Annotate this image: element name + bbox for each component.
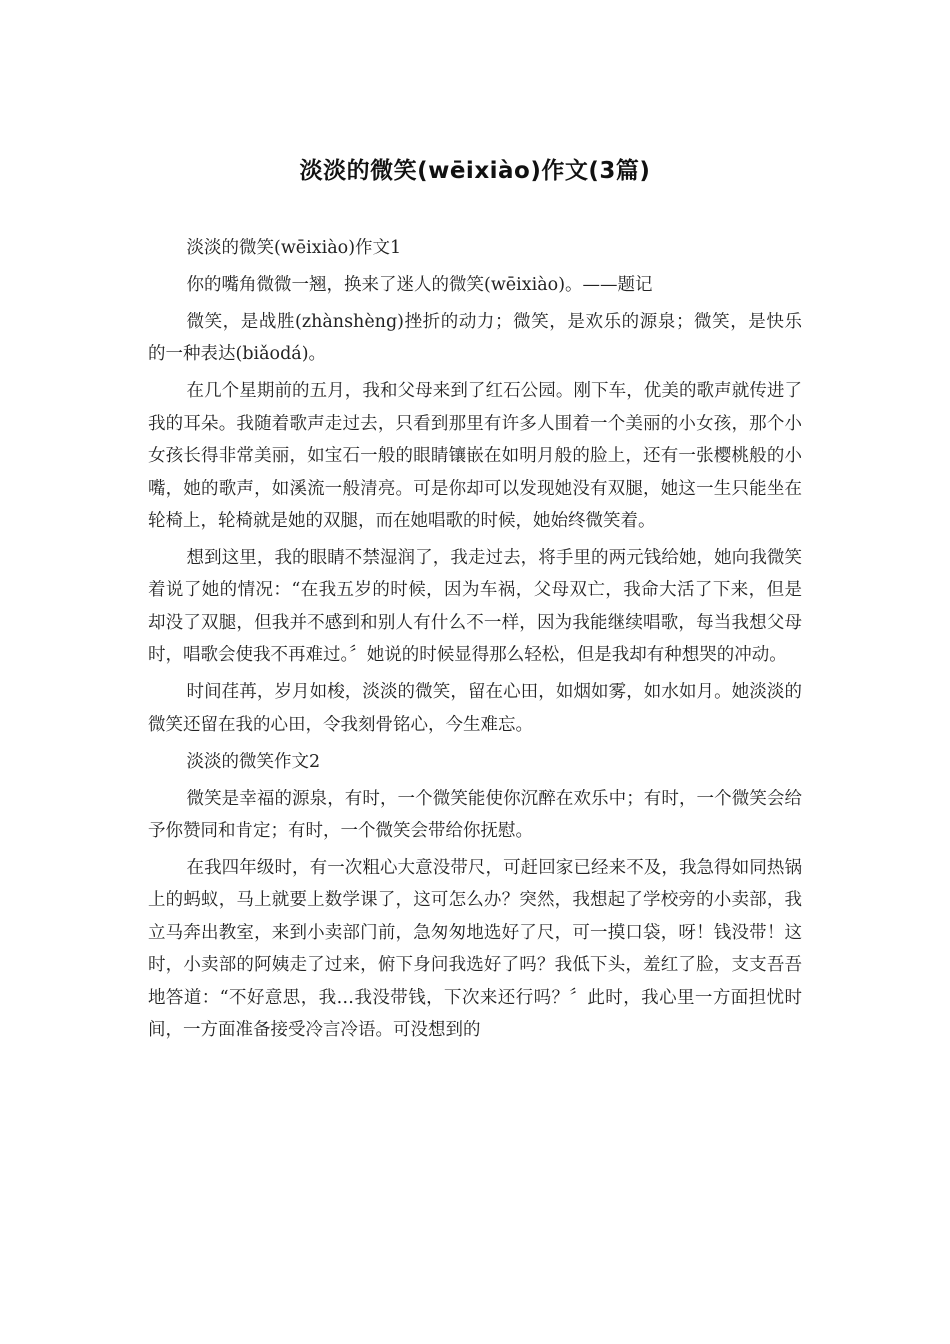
paragraph: 微笑是幸福的源泉，有时，一个微笑能使你沉醉在欢乐中；有时，一个微笑会给予你赞同和肯定；有时，一个微笑会带给你抚慰。 [148,788,802,842]
paragraph: 淡淡的微笑(wēixiào)作文1 [186,238,402,258]
paragraph: 时间荏苒，岁月如梭，淡淡的微笑，留在心田，如烟如雾，如水如月。她淡淡的微笑还留在我的心田，令我刻骨铭心，今生难忘。 [148,682,802,735]
paragraph: 在几个星期前的五月，我和父母来到了红石公园。刚下车，优美的歌声就传进了我的耳朵。我随着歌声走过去，只看到那里有许多人围着一个美丽的小女孩，那个小女孩长得非常美丽，如宝石一般的眼睛镶嵌在如明月般的脸上，还有一张樱桃般的小嘴，她的歌声，如溪流一般清亮。可是你却可以发现她没有双腿，她这一生只能坐在轮椅上，轮椅就是她的双腿，而在她唱歌的时候，她始终微笑着。 [148,381,802,532]
paragraph: 你的嘴角微微一翘，换来了迷人的微笑(wēixiào)。——题记 [186,275,653,295]
paragraph: 在我四年级时，有一次粗心大意没带尺，可赶回家已经来不及，我急得如同热锅上的蚂蚁，马上就要上数学课了，这可怎么办？突然，我想起了学校旁的小卖部，我立马奔出教室，来到小卖部门前，急匆匆地选好了尺，可一摸口袋，呀！钱没带！这时，小卖部的阿姨走了过来，俯下身问我选好了吗？我低下头，羞红了脸，支支吾吾地答道：“不好意思，我…我没带钱，下次来还行吗？〞此时，我心里一方面担忧时间，一方面准备接受冷言冷语。可没想到的 [148,858,802,1041]
document-title: 淡淡的微笑(wēixiào)作文(3篇) [299,158,651,184]
paragraph: 微笑，是战胜(zhànshèng)挫折的动力；微笑，是欢乐的源泉；微笑，是快乐的一种表达(biǎodá)。 [148,312,802,365]
paragraph: 淡淡的微笑作文2 [186,751,321,772]
paragraph: 想到这里，我的眼睛不禁湿润了，我走过去，将手里的两元钱给她，她向我微笑着说了她的情况：“在我五岁的时候，因为车祸，父母双亡，我命大活了下来，但是却没了双腿，但我并不感到和别人有什么不一样，因为我能继续唱歌，每当我想父母时，唱歌会使我不再难过。〞她说的时候显得那么轻松，但是我却有种想哭的冲动。 [148,548,802,666]
document-body [148,232,802,1051]
